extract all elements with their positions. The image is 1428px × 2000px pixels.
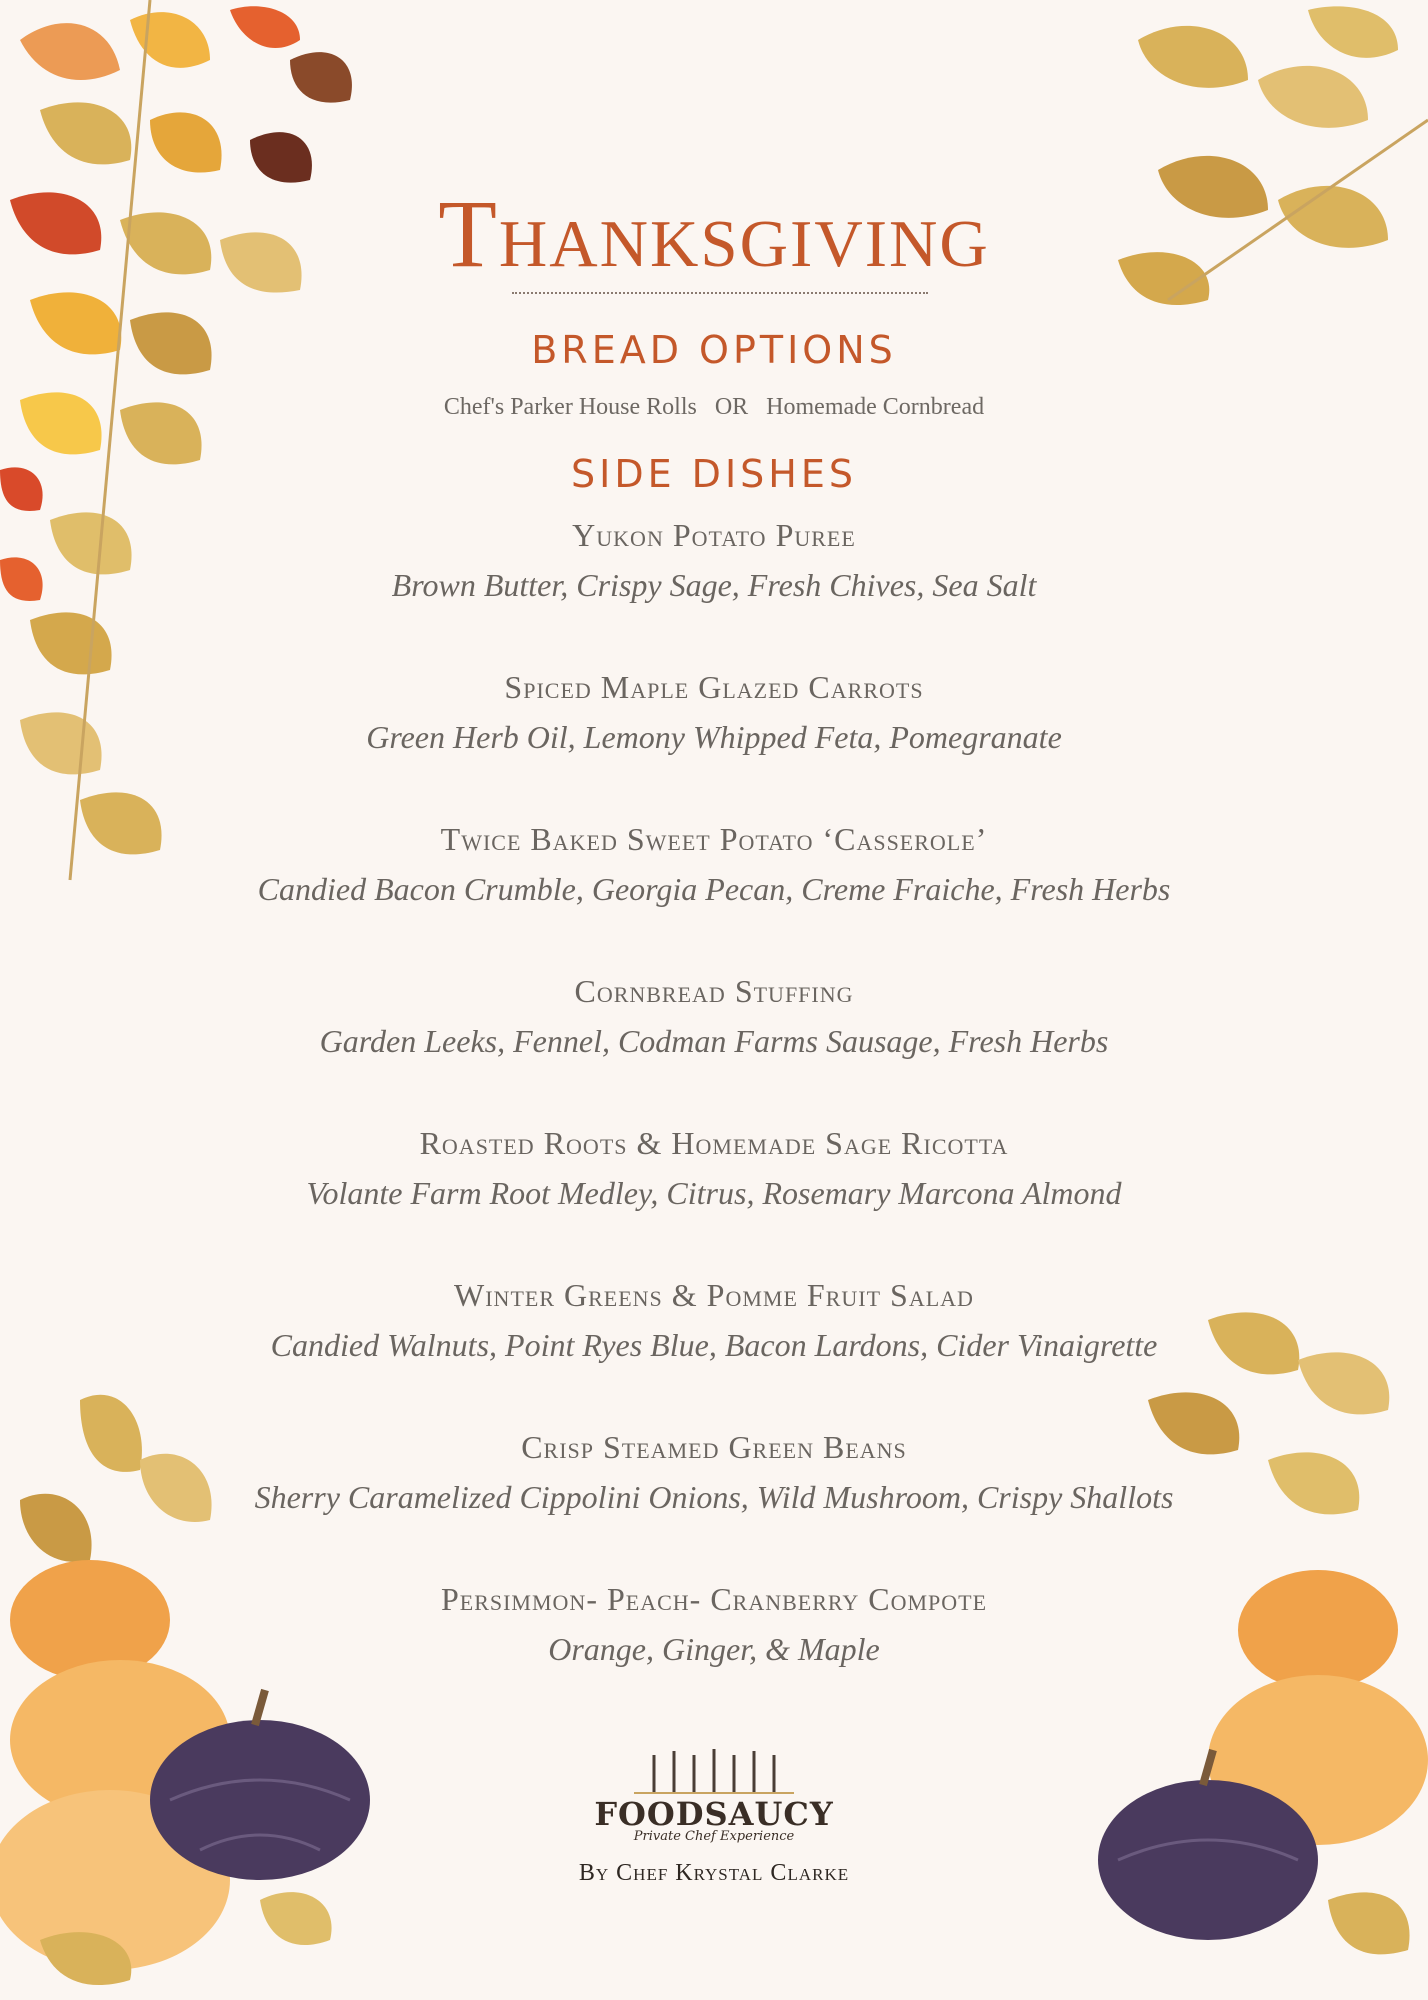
dish-name: Yukon Potato Puree <box>572 517 856 553</box>
brand-byline: By Chef Krystal Clarke <box>578 1860 850 1886</box>
cutlery-logo-icon <box>634 1745 794 1795</box>
autumn-leaves-top-left-illustration <box>0 0 420 900</box>
dish-item <box>0 515 1428 605</box>
dish-item <box>0 1275 1428 1365</box>
dish-description: Volante Farm Root Medley, Citrus, Rosemary Marcona Almond <box>306 1175 1122 1211</box>
dish-name: Persimmon- Peach- Cranberry Compote <box>440 1581 988 1617</box>
dish-item <box>0 1123 1428 1213</box>
dish-name: Spiced Maple Glazed Carrots <box>504 669 924 705</box>
dish-description: Orange, Ginger, & Maple <box>548 1631 880 1667</box>
dish-description: Candied Walnuts, Point Ryes Blue, Bacon Lardons, Cider Vinaigrette <box>270 1327 1158 1363</box>
dish-description: Candied Bacon Crumble, Georgia Pecan, Creme Fraiche, Fresh Herbs <box>257 871 1171 907</box>
dish-name: Cornbread Stuffing <box>574 973 854 1009</box>
menu-title: Thanksgiving <box>438 180 990 287</box>
dish-description: Garden Leeks, Fennel, Codman Farms Sausage, Fresh Herbs <box>319 1023 1109 1059</box>
title-divider <box>512 292 928 294</box>
brand-logo <box>564 1795 864 1844</box>
dish-item <box>0 819 1428 909</box>
bread-options-heading: BREAD OPTIONS <box>531 328 897 372</box>
dish-description: Sherry Caramelized Cippolini Onions, Wild Mushroom, Crispy Shallots <box>254 1479 1174 1515</box>
dish-item <box>0 1579 1428 1669</box>
dish-item <box>0 667 1428 757</box>
dish-description: Brown Butter, Crispy Sage, Fresh Chives, Sea Salt <box>391 567 1037 603</box>
dish-item <box>0 1427 1428 1517</box>
dish-name: Crisp Steamed Green Beans <box>521 1429 907 1465</box>
brand-tagline: Private Chef Experience <box>633 1829 795 1844</box>
dish-item <box>0 971 1428 1061</box>
dish-name: Roasted Roots & Homemade Sage Ricotta <box>419 1125 1009 1161</box>
bread-options-line: Chef's Parker House Rolls OR Homemade Cornbread <box>443 394 985 420</box>
dish-description: Green Herb Oil, Lemony Whipped Feta, Pomegranate <box>366 719 1062 755</box>
dish-name: Winter Greens & Pomme Fruit Salad <box>454 1277 974 1313</box>
side-dishes-heading: SIDE DISHES <box>571 452 857 496</box>
brand-name: FOODSAUCY <box>594 1795 834 1833</box>
dish-name: Twice Baked Sweet Potato ‘Casserole’ <box>440 821 988 857</box>
